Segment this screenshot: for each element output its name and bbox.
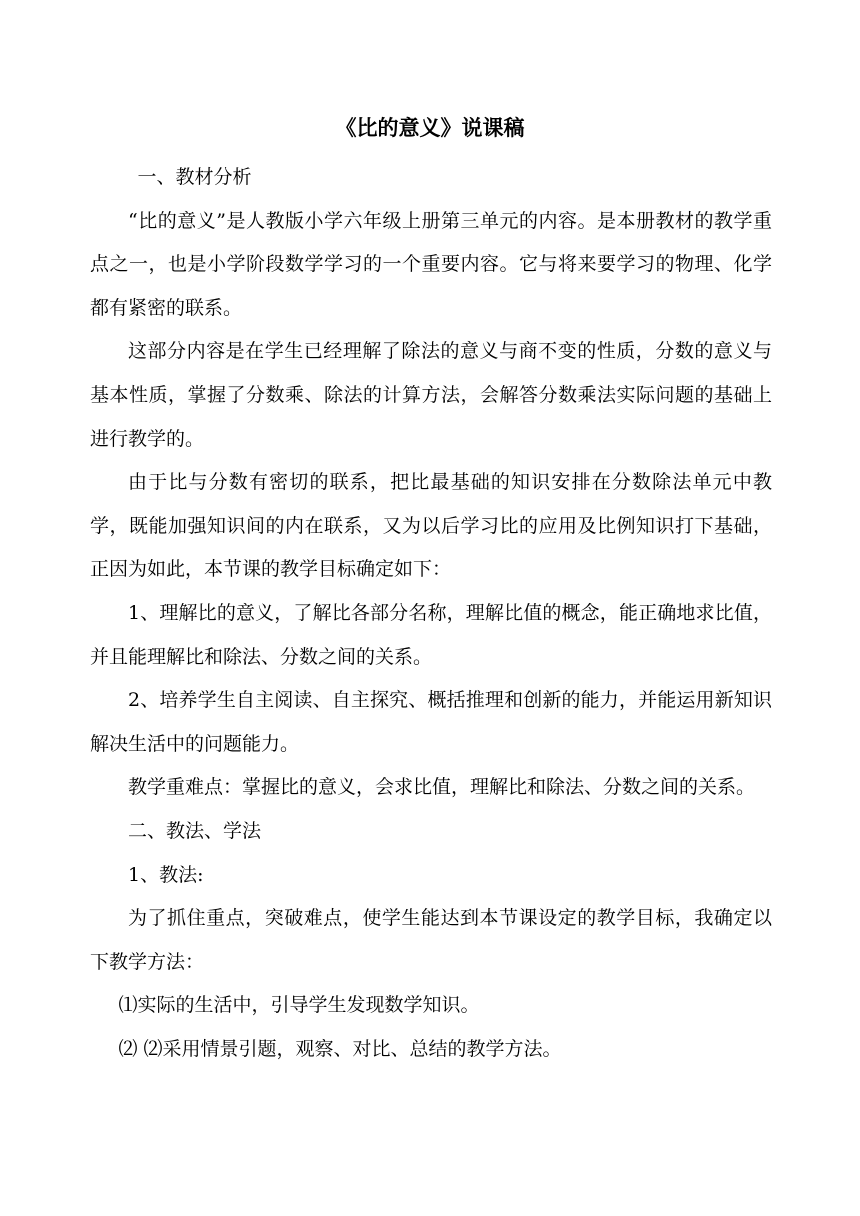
method-item-2: ⑵ ⑵采用情景引题，观察、对比、总结的教学方法。 xyxy=(118,1037,562,1060)
paragraph-key-points: 教学重难点：掌握比的意义，会求比值，理解比和除法、分数之间的关系。 xyxy=(128,776,756,799)
paragraph-objectives-intro: 由于比与分数有密切的联系，把比最基础的知识安排在分数除法单元中教学，既能加强知识间的内在联系，又为以后学习比的应用及比例知识打下基础，正因为如此，本节课的教学目标确定如下： xyxy=(90,471,772,581)
objective-item-2: 2、培养学生自主阅读、自主探究、概括推理和创新的能力，并能运用新知识解决生活中的问题能力。 xyxy=(90,689,772,755)
subheading-teaching-method: 1、教法: xyxy=(128,863,204,886)
document-title: 《比的意义》说课稿 xyxy=(335,116,525,140)
method-item-1: ⑴实际的生活中，引导学生发现数学知识。 xyxy=(118,994,480,1017)
paragraph-method-intro: 为了抓住重点，突破难点，使学生能达到本节课设定的教学目标，我确定以下教学方法： xyxy=(90,907,772,973)
section-heading-teaching-material: 一、教材分析 xyxy=(137,166,252,188)
objective-item-1: 1、理解比的意义，了解比各部分名称，理解比值的概念，能正确地求比值，并且能理解比和除法、分数之间的关系。 xyxy=(90,601,772,668)
document-body xyxy=(90,156,772,1071)
paragraph-prerequisites: 这部分内容是在学生已经理解了除法的意义与商不变的性质，分数的意义与基本性质，掌握了分数乘、除法的计算方法，会解答分数乘法实际问题的基础上进行教学的。 xyxy=(90,340,772,450)
paragraph-intro: “比的意义”是人教版小学六年级上册第三单元的内容。是本册教材的教学重点之一，也是小学阶段数学学习的一个重要内容。它与将来要学习的物理、化学都有紧密的联系。 xyxy=(90,209,772,319)
section-heading-methods: 二、教法、学法 xyxy=(128,819,262,842)
